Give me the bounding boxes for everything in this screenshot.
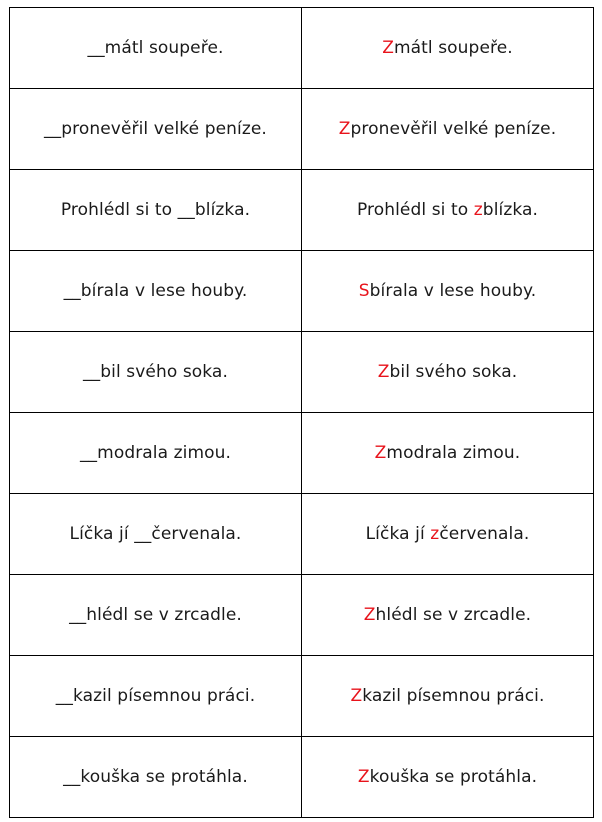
exercise-cell [10, 494, 302, 575]
exercise-text: __mátl soupeře. [87, 38, 224, 58]
answer-text-before: Prohlédl si to [356, 200, 474, 220]
answer-cell [302, 89, 594, 170]
exercise-text: __modrala zimou. [79, 443, 232, 463]
answer-highlighted-letter: Z [377, 362, 390, 382]
exercise-text: __kazil písemnou práci. [55, 686, 256, 706]
answer-highlighted-letter: Z [338, 119, 351, 139]
answer-cell [302, 251, 594, 332]
exercise-text: __bírala v lese houby. [63, 281, 248, 301]
answer-text-after: blízka. [482, 200, 539, 220]
answer-cell [302, 170, 594, 251]
answer-text-after: červenala. [439, 524, 530, 544]
exercise-cell [10, 332, 302, 413]
card-row [10, 494, 594, 575]
answer-text-after: bírala v lese houby. [369, 281, 537, 301]
exercise-text: __bil svého soka. [83, 362, 228, 382]
card-row [10, 332, 594, 413]
card-row [10, 413, 594, 494]
answer-highlighted-letter: Z [363, 605, 376, 625]
exercise-cell [10, 170, 302, 251]
exercise-text: __pronevěřil velké peníze. [44, 119, 267, 139]
exercise-card-table [9, 7, 594, 818]
answer-cell [302, 8, 594, 89]
exercise-text: __hlédl se v zrcadle. [69, 605, 242, 625]
answer-text-after: pronevěřil velké peníze. [350, 119, 557, 139]
exercise-text: Líčka jí __červenala. [69, 524, 242, 544]
answer-highlighted-letter: z [473, 200, 483, 220]
card-row [10, 170, 594, 251]
answer-text-after: kazil písemnou práci. [362, 686, 545, 706]
answer-text-after: mátl soupeře. [393, 38, 513, 58]
answer-text-after: modrala zimou. [386, 443, 521, 463]
exercise-cell [10, 413, 302, 494]
answer-cell [302, 413, 594, 494]
card-row [10, 737, 594, 818]
exercise-cell [10, 8, 302, 89]
exercise-cell [10, 89, 302, 170]
card-row [10, 251, 594, 332]
answer-cell [302, 575, 594, 656]
card-rows [10, 8, 594, 818]
card-row [10, 8, 594, 89]
answer-cell [302, 494, 594, 575]
answer-highlighted-letter: S [358, 281, 370, 301]
exercise-cell [10, 656, 302, 737]
answer-highlighted-letter: z [430, 524, 440, 544]
answer-text-before: Líčka jí [365, 524, 431, 544]
answer-highlighted-letter: Z [382, 38, 394, 58]
answer-cell [302, 737, 594, 818]
exercise-cell [10, 575, 302, 656]
answer-text-after: bil svého soka. [389, 362, 518, 382]
answer-highlighted-letter: Z [350, 686, 363, 706]
card-row [10, 656, 594, 737]
exercise-cell [10, 251, 302, 332]
answer-highlighted-letter: Z [374, 443, 387, 463]
answer-text-after: kouška se protáhla. [369, 767, 538, 787]
answer-cell [302, 656, 594, 737]
answer-cell [302, 332, 594, 413]
card-row [10, 575, 594, 656]
exercise-cell [10, 737, 302, 818]
exercise-text: __kouška se protáhla. [63, 767, 248, 787]
card-row [10, 89, 594, 170]
exercise-text: Prohlédl si to __blízka. [60, 200, 251, 220]
answer-text-after: hlédl se v zrcadle. [375, 605, 532, 625]
answer-highlighted-letter: Z [357, 767, 370, 787]
